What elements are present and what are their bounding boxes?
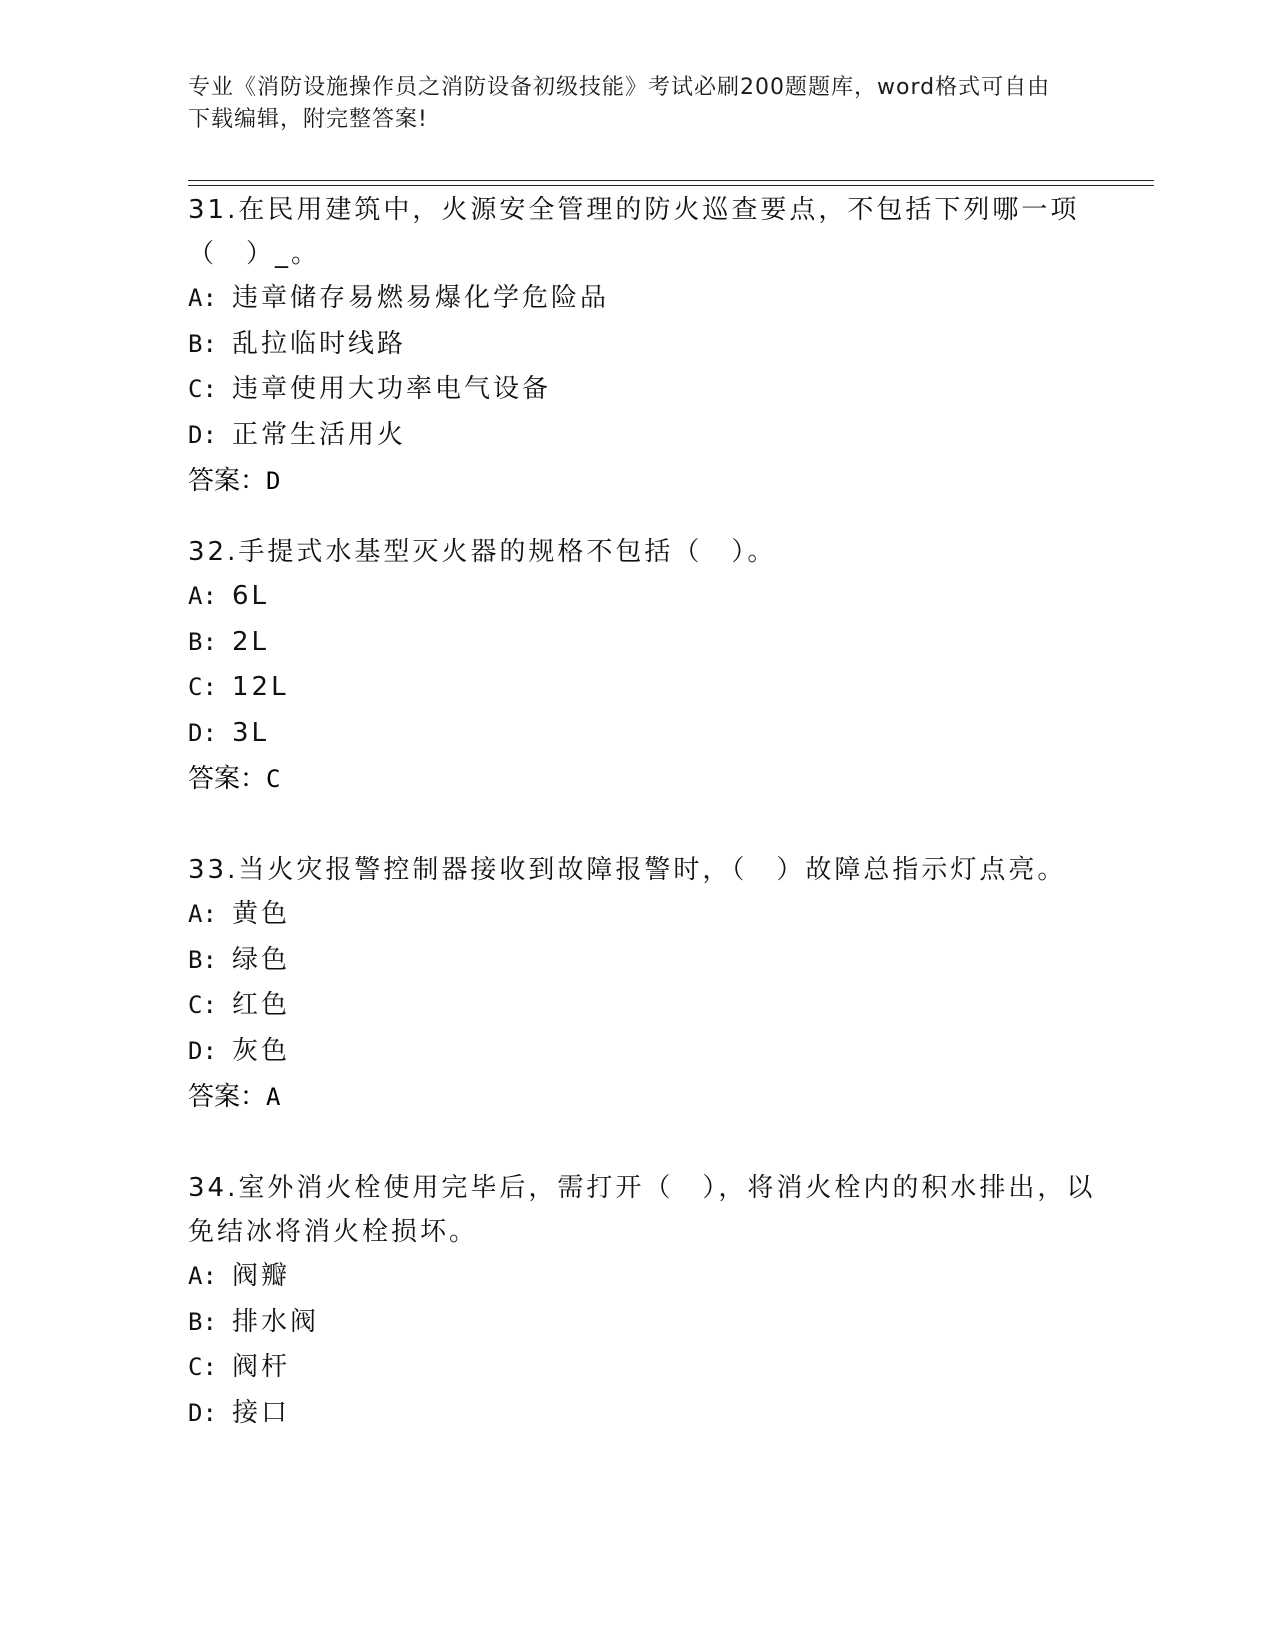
option-text: 2L — [232, 626, 270, 657]
option-key: A: — [188, 582, 217, 610]
answer-line — [188, 756, 1108, 802]
answer-value: C — [266, 765, 281, 793]
option-key: D: — [188, 718, 217, 747]
option-text: 阀瓣 — [232, 1261, 291, 1291]
question-34 — [188, 1166, 1108, 1436]
option-text: 12L — [232, 672, 289, 702]
option-a — [188, 574, 1108, 620]
option-key: B: — [188, 945, 217, 974]
question-stem: 33.当火灾报警控制器接收到故障报警时，（ ）故障总指示灯点亮。 — [188, 855, 1067, 885]
option-key: D: — [188, 1036, 217, 1065]
option-d — [188, 1391, 1108, 1437]
question-stem: 32.手提式水基型灭火器的规格不包括（ ）。 — [188, 537, 777, 567]
option-b — [188, 1300, 1108, 1346]
header-divider-top — [188, 180, 1154, 181]
option-key: A: — [188, 1262, 217, 1290]
question-31 — [188, 188, 1108, 504]
option-key: A: — [188, 900, 217, 928]
option-b — [188, 620, 1108, 666]
option-b — [188, 322, 1108, 368]
option-key: C: — [188, 1353, 217, 1381]
option-key: A: — [188, 284, 217, 312]
question-32 — [188, 530, 1108, 802]
question-33 — [188, 848, 1108, 1120]
option-b — [188, 938, 1108, 984]
option-text: 阀杆 — [232, 1352, 291, 1382]
option-text: 正常生活用火 — [232, 419, 407, 450]
answer-label: 答案： — [188, 466, 267, 496]
option-text: 违章储存易燃易爆化学危险品 — [232, 283, 610, 313]
answer-label: 答案： — [188, 1082, 267, 1112]
question-stem: 34.室外消火栓使用完毕后，需打开（ ），将消火栓内的积水排出，以免结冰将消火栓损坏。 — [188, 1173, 1096, 1247]
option-text: 灰色 — [232, 1035, 291, 1066]
option-key: B: — [188, 627, 217, 656]
option-text: 排水阀 — [232, 1306, 320, 1337]
option-text: 绿色 — [232, 944, 291, 975]
answer-line — [188, 1074, 1108, 1120]
document-header: 专业《消防设施操作员之消防设备初级技能》考试必刷200题题库，word格式可自由下载编辑，附完整答案! — [188, 75, 1051, 132]
option-key: B: — [188, 329, 217, 358]
option-c — [188, 665, 1108, 711]
question-stem: 31.在民用建筑中，火源安全管理的防火巡查要点，不包括下列哪一项（ ）_。 — [188, 195, 1080, 269]
option-c — [188, 983, 1108, 1029]
option-key: C: — [188, 991, 217, 1019]
option-text: 黄色 — [232, 899, 291, 929]
answer-label: 答案： — [188, 764, 267, 794]
option-key: B: — [188, 1307, 217, 1336]
option-key: C: — [188, 673, 217, 701]
answer-line — [188, 458, 1108, 504]
option-text: 红色 — [232, 990, 291, 1020]
option-text: 3L — [232, 717, 270, 748]
option-c — [188, 367, 1108, 413]
option-c — [188, 1345, 1108, 1391]
option-text: 接口 — [232, 1397, 291, 1428]
option-d — [188, 1029, 1108, 1075]
option-a — [188, 276, 1108, 322]
option-key: D: — [188, 1398, 217, 1427]
option-text: 违章使用大功率电气设备 — [232, 374, 552, 404]
option-key: D: — [188, 420, 217, 449]
answer-value: A — [266, 1083, 281, 1111]
option-d — [188, 711, 1108, 757]
option-a — [188, 1254, 1108, 1300]
option-key: C: — [188, 375, 217, 403]
header-divider-bottom — [188, 185, 1154, 186]
option-d — [188, 413, 1108, 459]
option-text: 6L — [232, 581, 270, 611]
option-a — [188, 892, 1108, 938]
option-text: 乱拉临时线路 — [232, 328, 407, 359]
answer-value: D — [266, 467, 281, 495]
